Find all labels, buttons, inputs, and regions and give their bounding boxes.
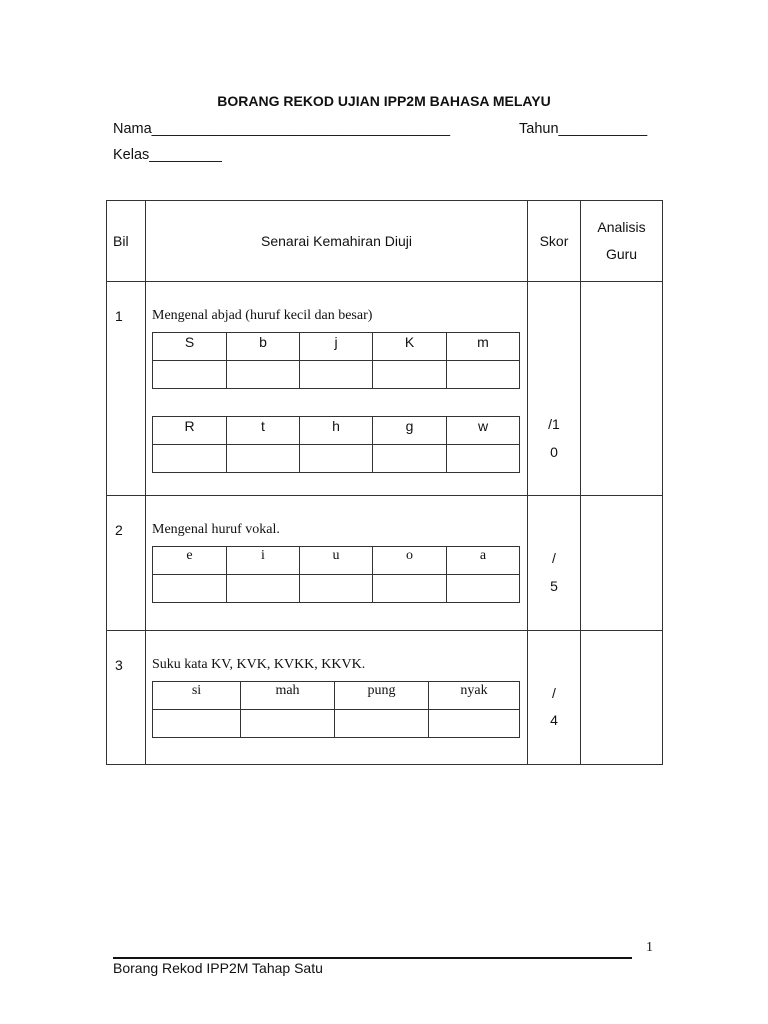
skor-cell[interactable] xyxy=(528,631,581,765)
document-title: BORANG REKOD UJIAN IPP2M BAHASA MELAYU xyxy=(217,93,551,109)
row-number: 3 xyxy=(107,631,146,765)
skill-cell xyxy=(146,631,528,765)
page-number: 1 xyxy=(646,940,653,955)
grid-cell: b xyxy=(227,333,300,361)
analisis-cell[interactable] xyxy=(581,631,663,765)
answer-cell[interactable] xyxy=(373,361,447,389)
letter-grid xyxy=(152,332,520,389)
syllable-grid xyxy=(152,681,520,738)
grid-cell: i xyxy=(227,547,300,575)
answer-cell[interactable] xyxy=(153,710,241,738)
skor-numerator: / xyxy=(552,550,556,566)
answer-cell[interactable] xyxy=(300,575,373,603)
record-table xyxy=(106,200,663,765)
grid-cell: o xyxy=(373,547,447,575)
answer-cell[interactable] xyxy=(153,575,227,603)
footer-text: Borang Rekod IPP2M Tahap Satu xyxy=(113,960,323,976)
answer-cell[interactable] xyxy=(373,575,447,603)
grid-cell: m xyxy=(447,333,520,361)
answer-cell[interactable] xyxy=(373,445,447,473)
grid-cell: nyak xyxy=(429,682,520,710)
skor-denominator: 0 xyxy=(550,444,558,460)
answer-cell[interactable] xyxy=(300,445,373,473)
grid-cell: mah xyxy=(241,682,335,710)
row-number: 1 xyxy=(107,282,146,496)
table-row xyxy=(107,496,663,631)
analisis-cell[interactable] xyxy=(581,496,663,631)
analisis-cell[interactable] xyxy=(581,282,663,496)
skor-cell[interactable] xyxy=(528,282,581,496)
answer-cell[interactable] xyxy=(447,445,520,473)
row-number: 2 xyxy=(107,496,146,631)
answer-cell[interactable] xyxy=(153,445,227,473)
grid-cell: pung xyxy=(335,682,429,710)
grid-cell: S xyxy=(153,333,227,361)
skill-title: Mengenal huruf vokal. xyxy=(152,522,280,537)
letter-grid xyxy=(152,416,520,473)
header-analisis xyxy=(581,201,663,282)
header-senarai: Senarai Kemahiran Diuji xyxy=(146,201,528,282)
answer-cell[interactable] xyxy=(227,361,300,389)
skor-denominator: 5 xyxy=(550,578,558,594)
answer-cell[interactable] xyxy=(227,445,300,473)
answer-cell[interactable] xyxy=(429,710,520,738)
answer-cell[interactable] xyxy=(300,361,373,389)
nama-field: Nama_____________________________________ xyxy=(113,121,451,137)
header-row xyxy=(107,201,663,282)
answer-cell[interactable] xyxy=(153,361,227,389)
grid-cell: e xyxy=(153,547,227,575)
skor-denominator: 4 xyxy=(550,712,558,728)
grid-cell: t xyxy=(227,417,300,445)
footer-rule xyxy=(113,957,632,959)
skill-cell xyxy=(146,282,528,496)
header-analisis-line1: Analisis xyxy=(597,219,646,235)
tahun-field: Tahun___________ xyxy=(519,121,648,137)
answer-cell[interactable] xyxy=(227,575,300,603)
skill-title: Suku kata KV, KVK, KVKK, KKVK. xyxy=(152,657,366,672)
grid-cell: u xyxy=(300,547,373,575)
table-row xyxy=(107,631,663,765)
skill-title: Mengenal abjad (huruf kecil dan besar) xyxy=(152,308,373,323)
answer-cell[interactable] xyxy=(447,361,520,389)
grid-cell: si xyxy=(153,682,241,710)
kelas-field: Kelas_________ xyxy=(113,147,222,163)
skor-cell[interactable] xyxy=(528,496,581,631)
header-skor: Skor xyxy=(528,201,581,282)
answer-cell[interactable] xyxy=(335,710,429,738)
grid-cell: w xyxy=(447,417,520,445)
grid-cell: j xyxy=(300,333,373,361)
header-bil: Bil xyxy=(107,201,146,282)
grid-cell: g xyxy=(373,417,447,445)
skor-numerator: /1 xyxy=(548,416,560,432)
grid-cell: K xyxy=(373,333,447,361)
answer-cell[interactable] xyxy=(241,710,335,738)
grid-cell: R xyxy=(153,417,227,445)
grid-cell: a xyxy=(447,547,520,575)
answer-cell[interactable] xyxy=(447,575,520,603)
skor-numerator: / xyxy=(552,685,556,701)
header-analisis-line2: Guru xyxy=(605,246,638,262)
skill-cell xyxy=(146,496,528,631)
grid-cell: h xyxy=(300,417,373,445)
vowel-grid xyxy=(152,546,520,603)
table-row xyxy=(107,282,663,496)
